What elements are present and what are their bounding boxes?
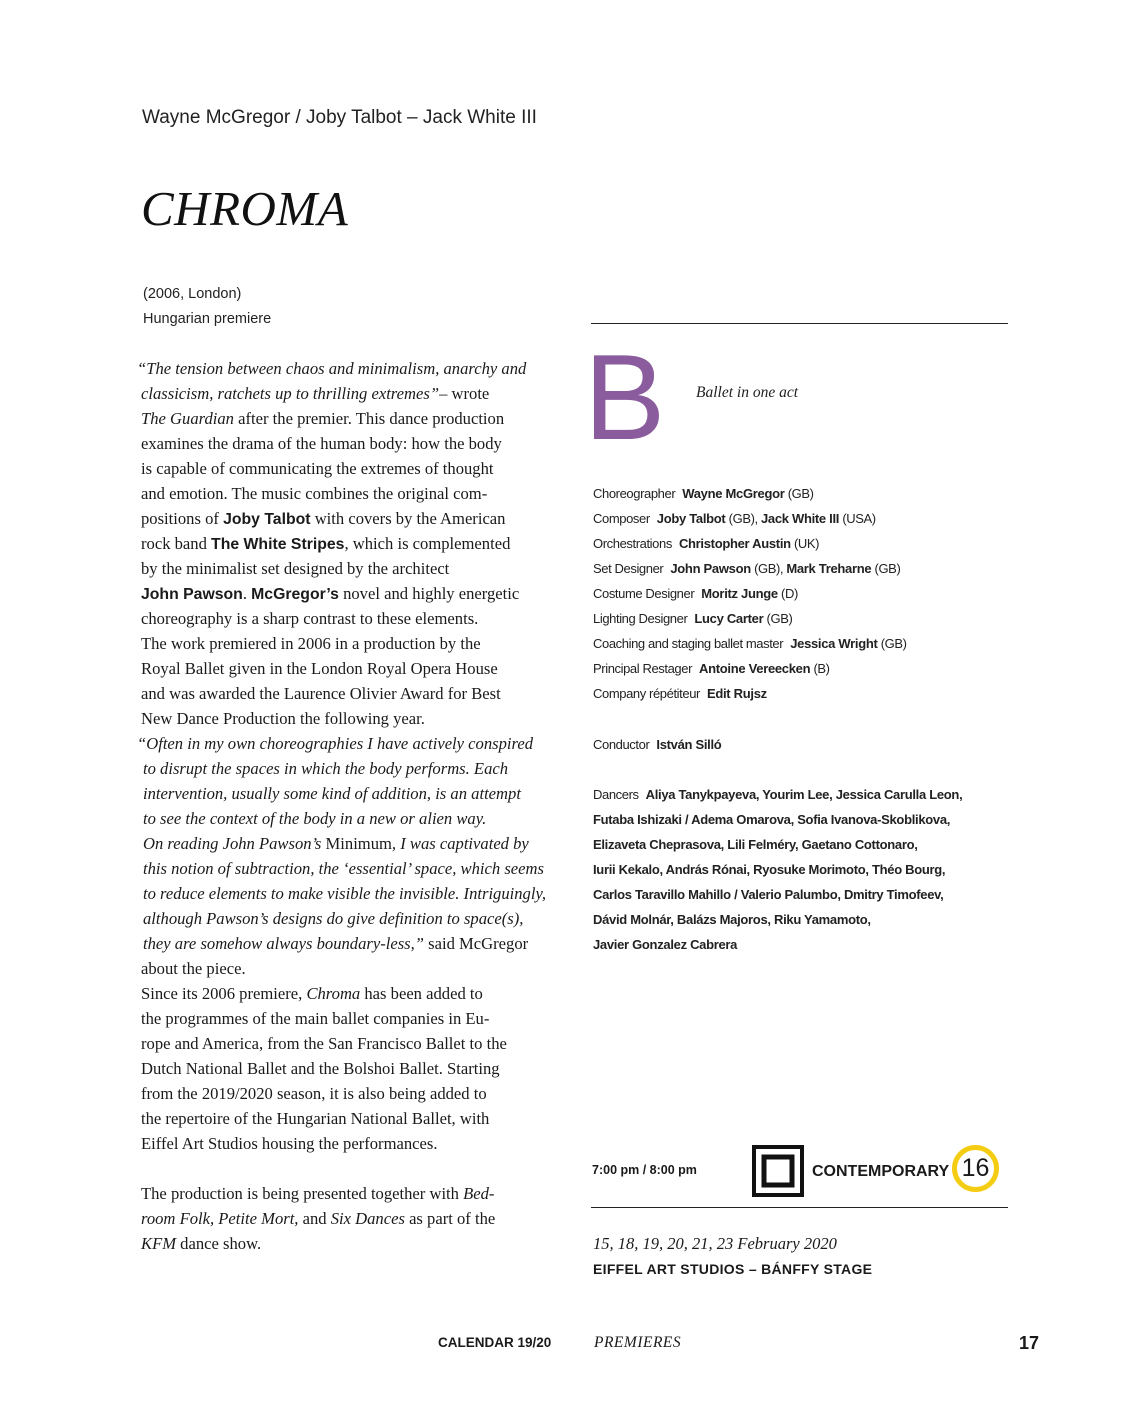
body-line: is capable of communicating the extremes of thought [141, 459, 494, 478]
dancers-credit [593, 782, 962, 957]
body-line: the programmes of the main ballet companies in Eu- [141, 1009, 490, 1028]
credit-row [593, 606, 907, 631]
body-line: John Pawson. McGregor’s novel and highly energetic [141, 584, 520, 603]
production-title: CHROMA [141, 181, 349, 236]
body-line: “The tension between chaos and minimalism, anarchy and [137, 359, 527, 378]
credit-role: Costume Designer [593, 586, 695, 601]
credit-country: (GB) [877, 636, 907, 651]
credit-role: Coaching and staging ballet master [593, 636, 784, 651]
credit-country: (GB) [763, 611, 793, 626]
credit-role: Orchestrations [593, 536, 672, 551]
credit-name: Mark Treharne [786, 561, 872, 576]
credit-country: (GB) [784, 486, 814, 501]
conductor-credit [593, 732, 721, 757]
credit-role: Composer [593, 511, 650, 526]
dancers-line: Carlos Taravillo Mahillo / Valerio Palumbo, Dmitry Timofeev, [593, 887, 944, 902]
footer-calendar: CALENDAR 19/20 [438, 1335, 552, 1350]
dancers-line: Javier Gonzalez Cabrera [593, 937, 738, 952]
body-line: the repertoire of the Hungarian National Ballet, with [141, 1109, 490, 1128]
credit-role: Company répétiteur [593, 686, 700, 701]
dancers-line: Iurii Kekalo, András Rónai, Ryosuke Morimoto, Théo Bourg, [593, 862, 946, 877]
body-line: positions of Joby Talbot with covers by the American [141, 509, 506, 528]
credit-role: Choreographer [593, 486, 676, 501]
credit-country: (USA) [839, 511, 876, 526]
genre-label: Ballet in one act [696, 384, 799, 401]
body-line: and emotion. The music combines the original com- [141, 484, 488, 503]
body-line: to see the context of the body in a new or alien way. [143, 809, 487, 828]
creators-line: Wayne McGregor / Joby Talbot – Jack White III [142, 107, 537, 128]
credit-country: (UK) [790, 536, 820, 551]
body-line: choreography is a sharp contrast to these elements. [141, 609, 479, 628]
premiere-note: Hungarian premiere [143, 311, 272, 327]
description-text [137, 356, 566, 1256]
program-letter: B [584, 329, 666, 465]
body-line: to disrupt the spaces in which the body performs. Each [143, 759, 509, 778]
credit-row [593, 531, 907, 556]
body-line: and was awarded the Laurence Olivier Award for Best [141, 684, 501, 703]
year-place: (2006, London) [143, 286, 242, 302]
credit-country: (GB), [750, 561, 787, 576]
credit-row [593, 481, 907, 506]
credit-name: Jack White III [760, 511, 840, 526]
body-line: examines the drama of the human body: how the body [141, 434, 502, 453]
credit-name: Antoine Vereecken [699, 661, 811, 676]
bottom-divider [591, 1207, 1008, 1208]
body-line: from the 2019/2020 season, it is also being added to [141, 1084, 487, 1103]
credit-country: (B) [810, 661, 830, 676]
body-line: The production is being presented together with Bed- [141, 1184, 495, 1203]
performance-dates: 15, 18, 19, 20, 21, 23 February 2020 [593, 1234, 837, 1253]
category-label: CONTEMPORARY [812, 1163, 950, 1180]
body-line: Royal Ballet given in the London Royal Opera House [141, 659, 498, 678]
body-line: KFM dance show. [141, 1234, 262, 1253]
body-line: classicism, ratchets up to thrilling extremes”– wrote [141, 384, 490, 403]
body-line: Eiffel Art Studios housing the performances. [141, 1134, 438, 1153]
body-line: New Dance Production the following year. [141, 709, 425, 728]
venue-name: EIFFEL ART STUDIOS – BÁNFFY STAGE [593, 1261, 873, 1277]
credit-row [593, 581, 907, 606]
credit-name: John Pawson [670, 561, 751, 576]
body-line: Dutch National Ballet and the Bolshoi Ballet. Starting [141, 1059, 500, 1078]
body-line: intervention, usually some kind of addition, is an attempt [143, 784, 521, 803]
credit-name: István Silló [656, 737, 722, 752]
credit-role: Lighting Designer [593, 611, 688, 626]
credit-row [593, 681, 907, 706]
top-divider [591, 323, 1008, 324]
body-line: by the minimalist set designed by the architect [141, 559, 450, 578]
body-line: Since its 2006 premiere, Chroma has been added to [141, 984, 483, 1003]
credit-country: (GB), [725, 511, 761, 526]
body-line: room Folk, Petite Mort, and Six Dances as part of the [141, 1209, 496, 1228]
blank-line [141, 1156, 566, 1181]
body-line: The Guardian after the premier. This dance production [141, 409, 505, 428]
page-number: 17 [1019, 1333, 1040, 1353]
contemporary-square-icon [752, 1145, 804, 1197]
age-rating-badge: 16 [952, 1145, 999, 1192]
credit-row [593, 556, 907, 581]
credit-name: Jessica Wright [790, 636, 878, 651]
body-line: about the piece. [141, 959, 246, 978]
performance-times: 7:00 pm / 8:00 pm [592, 1163, 697, 1177]
body-line: rock band The White Stripes, which is complemented [141, 534, 511, 553]
dancers-line: Dancers Aliya Tanykpayeva, Yourim Lee, Jessica Carulla Leon, [593, 787, 963, 802]
credit-name: Moritz Junge [701, 586, 778, 601]
body-line: they are somehow always boundary-less,” said McGregor [143, 934, 529, 953]
body-line: The work premiered in 2006 in a production by the [141, 634, 481, 653]
dancers-line: Futaba Ishizaki / Adema Omarova, Sofia Ivanova-Skoblikova, [593, 812, 951, 827]
body-line: this notion of subtraction, the ‘essential’ space, which seems [143, 859, 544, 878]
credit-name: Joby Talbot [656, 511, 726, 526]
credit-row [593, 656, 907, 681]
credit-role: Set Designer [593, 561, 664, 576]
body-line: although Pawson’s designs do give definition to space(s), [143, 909, 524, 928]
dancers-line: Dávid Molnár, Balázs Majoros, Riku Yamamoto, [593, 912, 871, 927]
credit-role: Principal Restager [593, 661, 693, 676]
credit-name: Lucy Carter [694, 611, 764, 626]
body-line: to reduce elements to make visible the invisible. Intriguingly, [143, 884, 547, 903]
credit-name: Edit Rujsz [706, 686, 767, 701]
credit-role: Conductor [593, 737, 650, 752]
dancers-line: Elizaveta Cheprasova, Lili Felméry, Gaetano Cottonaro, [593, 837, 918, 852]
body-line: On reading John Pawson’s Minimum, I was captivated by [143, 834, 529, 853]
body-line: rope and America, from the San Francisco Ballet to the [141, 1034, 507, 1053]
credit-name: Wayne McGregor [682, 486, 785, 501]
credits-list [593, 481, 907, 706]
credit-row [593, 631, 907, 656]
credit-row [593, 506, 907, 531]
credit-country: (GB) [871, 561, 901, 576]
credit-country: (D) [777, 586, 798, 601]
credit-name: Christopher Austin [678, 536, 791, 551]
body-line: “Often in my own choreographies I have actively conspired [137, 734, 534, 753]
footer-section: PREMIERES [594, 1334, 682, 1351]
